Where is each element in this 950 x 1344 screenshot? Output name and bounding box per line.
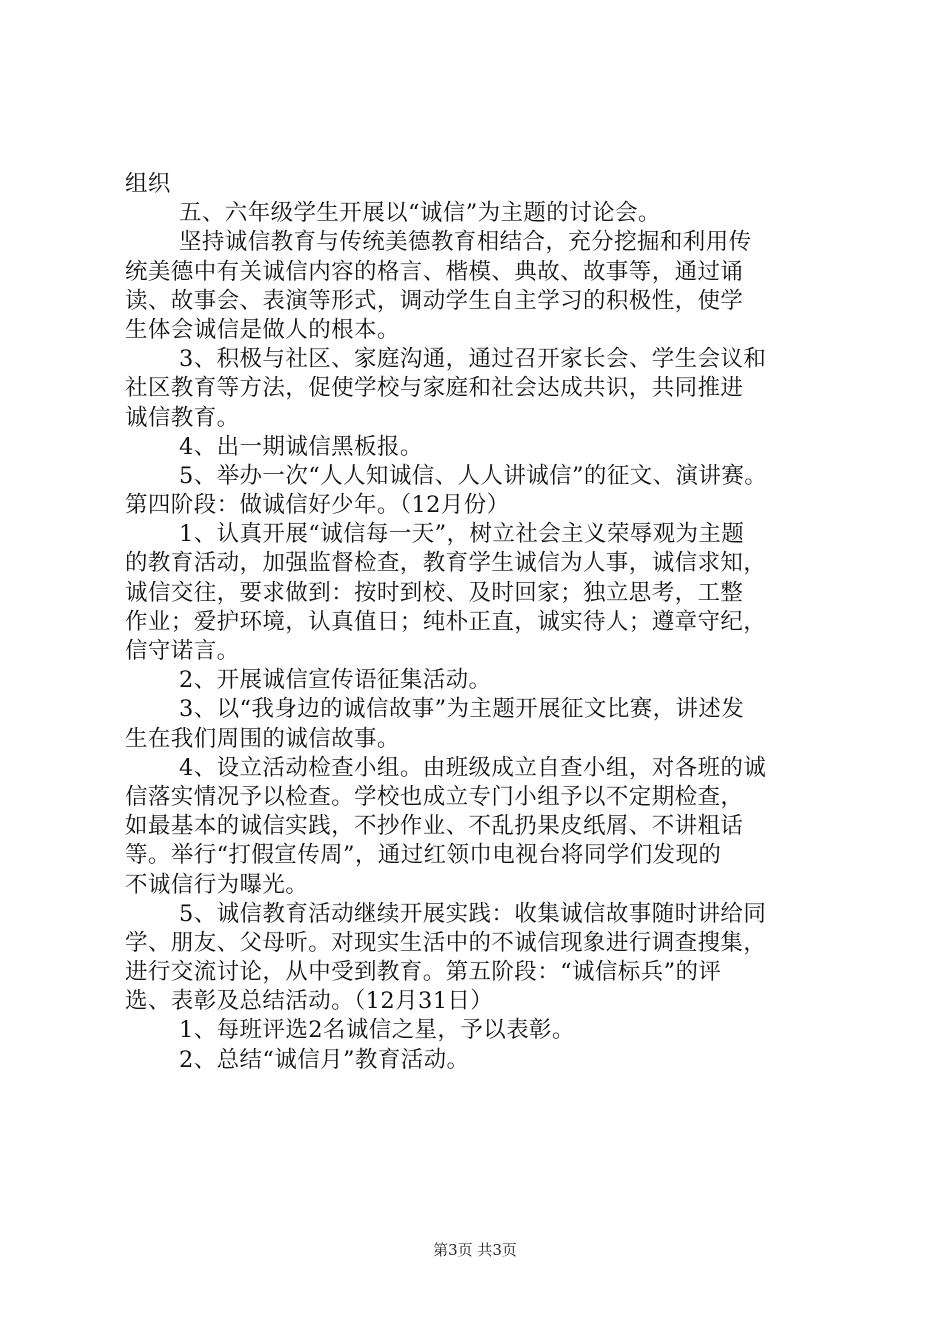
text-line: 等。举行“打假宣传周”，通过红领巾电视台将同学们发现的 bbox=[125, 842, 722, 869]
text-line: 选、表彰及总结活动。（12月31日） bbox=[125, 988, 494, 1015]
text-line: 社区教育等方法，促使学校与家庭和社会达成共识，共同推进 bbox=[125, 375, 744, 402]
text-line: 统美德中有关诚信内容的格言、楷模、典故、故事等，通过诵 bbox=[125, 258, 744, 285]
text-line: 作业；爱护环境，认真值日；纯朴正直，诚实待人；遵章守纪， bbox=[125, 608, 767, 635]
text-line: 1、认真开展“诚信每一天”，树立社会主义荣辱观为主题 bbox=[179, 521, 745, 548]
text-line: 3、积极与社区、家庭沟通，通过召开家长会、学生会议和 bbox=[179, 346, 767, 373]
text-line: 第四阶段：做诚信好少年。（12月份） bbox=[125, 492, 510, 519]
text-line: 诚信教育。 bbox=[125, 404, 240, 431]
text-line: 2、开展诚信宣传语征集活动。 bbox=[179, 667, 492, 694]
text-line: 组织 bbox=[125, 171, 171, 197]
text-line: 不诚信行为曝光。 bbox=[125, 871, 309, 898]
text-line: 4、设立活动检查小组。由班级成立自查小组，对各班的诚 bbox=[179, 754, 767, 781]
text-line: 诚信交往，要求做到：按时到校、及时回家；独立思考，工整 bbox=[125, 579, 744, 606]
text-line: 1、每班评选2名诚信之星，予以表彰。 bbox=[179, 1017, 575, 1044]
text-line: 生在我们周围的诚信故事。 bbox=[125, 725, 400, 752]
document-body bbox=[125, 170, 840, 1075]
text-line: 进行交流讨论，从中受到教育。第五阶段：“诚信标兵”的评 bbox=[125, 959, 722, 986]
text-line: 信落实情况予以检查。学校也成立专门小组予以不定期检查， bbox=[125, 783, 744, 810]
page-footer: 第3页 共3页 bbox=[433, 1241, 517, 1259]
text-line: 生体会诚信是做人的根本。 bbox=[125, 316, 400, 343]
text-line: 如最基本的诚信实践，不抄作业、不乱扔果皮纸屑、不讲粗话 bbox=[125, 813, 744, 840]
text-line: 4、出一期诚信黑板报。 bbox=[179, 433, 423, 460]
text-line: 的教育活动，加强监督检查，教育学生诚信为人事，诚信求知， bbox=[125, 550, 767, 577]
text-line: 5、举办一次“人人知诚信、人人讲诚信”的征文、演讲赛。 bbox=[179, 462, 768, 489]
text-line: 读、故事会、表演等形式，调动学生自主学习的积极性，使学 bbox=[125, 287, 744, 314]
text-line: 五、六年级学生开展以“诚信”为主题的讨论会。 bbox=[179, 200, 661, 227]
text-line: 信守诺言。 bbox=[125, 638, 240, 664]
text-line: 学、朋友、父母听。对现实生活中的不诚信现象进行调查搜集， bbox=[125, 929, 767, 956]
text-line: 坚持诚信教育与传统美德教育相结合，充分挖掘和利用传 bbox=[179, 229, 752, 256]
text-line: 3、以“我身边的诚信故事”为主题开展征文比赛，讲述发 bbox=[179, 696, 745, 723]
text-line: 5、诚信教育活动继续开展实践：收集诚信故事随时讲给同 bbox=[179, 900, 767, 927]
text-line: 2、总结“诚信月”教育活动。 bbox=[179, 1046, 470, 1073]
